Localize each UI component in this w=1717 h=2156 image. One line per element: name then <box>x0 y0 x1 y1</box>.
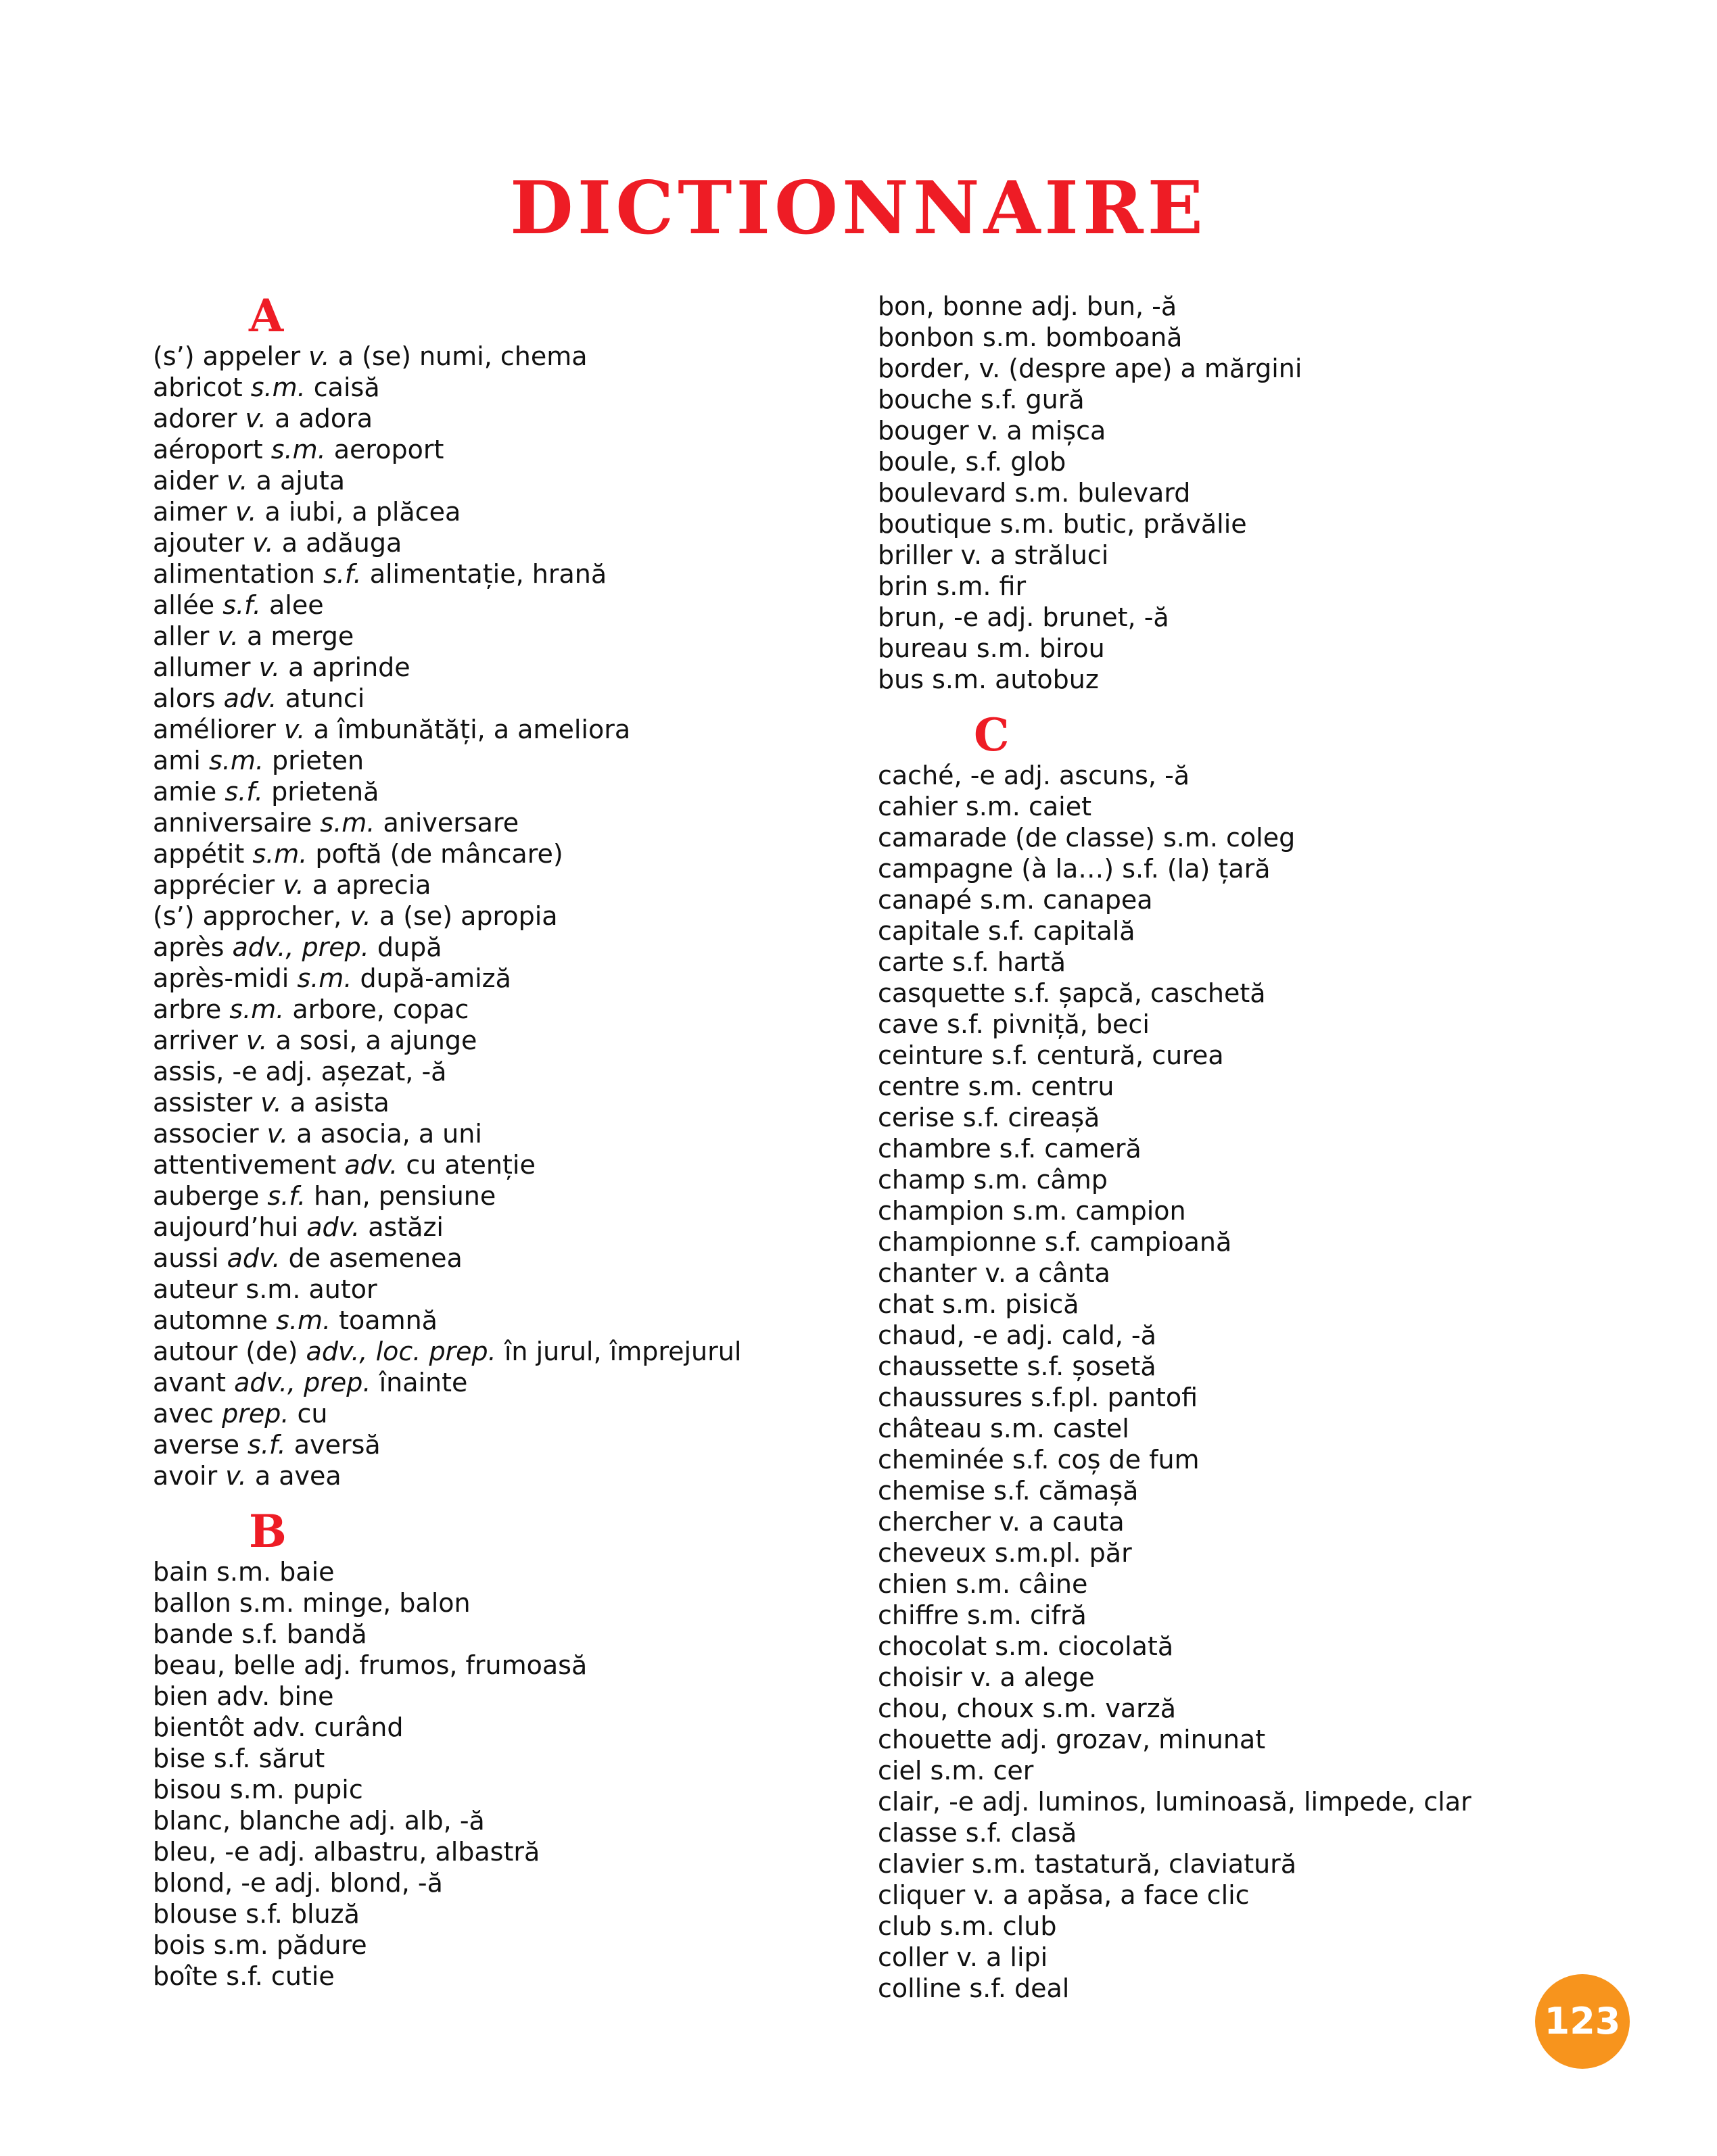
entry-text: aussi <box>153 1243 227 1273</box>
entry-text: arbre <box>153 995 230 1024</box>
dictionary-entry <box>153 745 856 776</box>
entry-text: alee <box>260 590 324 620</box>
dictionary-entry <box>878 508 1554 540</box>
entry-text: aniversare <box>375 808 519 838</box>
dictionary-entry <box>153 1681 856 1712</box>
entry-grammar: v. <box>235 497 257 527</box>
entry-text: bisou s.m. pupic <box>153 1775 363 1804</box>
dictionary-entry <box>153 558 856 590</box>
entry-text: boîte s.f. cutie <box>153 1961 335 1991</box>
entry-grammar: adv. <box>223 684 277 713</box>
dictionary-entry <box>153 901 856 932</box>
entry-text: carte s.f. hartă <box>878 947 1066 977</box>
dictionary-entry <box>153 1898 856 1930</box>
dictionary-entry <box>153 652 856 683</box>
entry-text: bien adv. bine <box>153 1681 334 1711</box>
dictionary-entry <box>153 1367 856 1398</box>
entry-text: cheminée s.f. coș de fum <box>878 1445 1200 1475</box>
entry-text: clavier s.m. tastatură, claviatură <box>878 1849 1297 1879</box>
entry-text: bleu, -e adj. albastru, albastră <box>153 1837 540 1867</box>
dictionary-entry <box>878 791 1554 822</box>
dictionary-entry <box>878 1817 1554 1848</box>
entry-text: a aprinde <box>280 652 410 682</box>
entry-text: bande s.f. bandă <box>153 1619 367 1649</box>
dictionary-entry <box>153 1805 856 1836</box>
dictionary-entry <box>878 571 1554 602</box>
entry-grammar: v. <box>225 1461 247 1491</box>
dictionary-entry <box>878 1724 1554 1755</box>
entry-text: a (se) numi, chema <box>329 341 588 371</box>
dictionary-entry <box>153 1774 856 1805</box>
entry-text: attentivement <box>153 1150 345 1180</box>
entry-text: avoir <box>153 1461 226 1491</box>
entry-grammar: v. <box>308 341 330 371</box>
entry-grammar: v. <box>258 652 281 682</box>
entry-text: a asista <box>281 1088 390 1118</box>
entry-text: championne s.f. campioană <box>878 1227 1232 1257</box>
dictionary-entry <box>153 1212 856 1243</box>
entry-grammar: v. <box>283 870 304 900</box>
dictionary-entry <box>153 527 856 558</box>
dictionary-entry <box>878 1693 1554 1724</box>
entry-text: blond, -e adj. blond, -ă <box>153 1868 443 1898</box>
entry-text: assister <box>153 1088 261 1118</box>
entry-grammar: s.m. <box>229 995 285 1024</box>
dictionary-entry <box>878 353 1554 384</box>
dictionary-entry <box>153 496 856 527</box>
dictionary-entry <box>153 1025 856 1056</box>
entry-text: ami <box>153 746 209 775</box>
entry-text: a adora <box>266 404 373 433</box>
dictionary-entry <box>878 1102 1554 1133</box>
dictionary-entry <box>153 1274 856 1305</box>
entry-text: blouse s.f. bluză <box>153 1899 360 1929</box>
dictionary-entry <box>153 932 856 963</box>
entry-text: arbore, copac <box>284 995 469 1024</box>
entry-text: atunci <box>277 684 365 713</box>
dictionary-entry <box>878 1911 1554 1942</box>
entry-text: capitale s.f. capitală <box>878 916 1135 946</box>
entry-text: (s’) appeler <box>153 341 309 371</box>
entry-text: ciel s.m. cer <box>878 1756 1034 1786</box>
entry-text: caché, -e adj. ascuns, -ă <box>878 761 1190 790</box>
dictionary-entry <box>878 1040 1554 1071</box>
entry-text: club s.m. club <box>878 1911 1057 1941</box>
dictionary-entry <box>153 714 856 745</box>
entry-grammar: s.m. <box>252 839 308 869</box>
entry-text: canapé s.m. canapea <box>878 885 1153 915</box>
dictionary-entry <box>878 1413 1554 1444</box>
entry-grammar: prep. <box>222 1399 289 1429</box>
entry-text: bonbon s.m. bomboană <box>878 322 1183 352</box>
dictionary-entry <box>878 1009 1554 1040</box>
dictionary-entry <box>153 1149 856 1180</box>
dictionary-entry <box>878 1351 1554 1382</box>
dictionary-entry <box>153 1930 856 1961</box>
section-letter-a: A <box>249 289 284 342</box>
entry-text: blanc, blanche adj. alb, -ă <box>153 1806 485 1836</box>
dictionary-entry <box>153 1867 856 1898</box>
entry-text: allumer <box>153 652 259 682</box>
entry-text: caisă <box>305 373 380 402</box>
entry-text: chou, choux s.m. varză <box>878 1694 1177 1723</box>
entry-text: choisir v. a alege <box>878 1662 1095 1692</box>
entry-text: château s.m. castel <box>878 1414 1129 1443</box>
entry-text: cahier s.m. caiet <box>878 792 1091 821</box>
dictionary-entry <box>153 341 856 372</box>
entry-text: casquette s.f. șapcă, caschetă <box>878 978 1266 1008</box>
entry-text: centre s.m. centru <box>878 1072 1114 1101</box>
dictionary-entry <box>878 1662 1554 1693</box>
entry-text: averse <box>153 1430 248 1460</box>
dictionary-entry <box>153 1961 856 1992</box>
entry-text: bon, bonne adj. bun, -ă <box>878 291 1177 321</box>
dictionary-entry <box>153 1180 856 1212</box>
dictionary-entry <box>878 1320 1554 1351</box>
entry-grammar: adv., loc. prep. <box>306 1337 496 1366</box>
page-number-badge: 123 <box>1535 1974 1630 2069</box>
dictionary-entry <box>878 664 1554 695</box>
entry-text: alors <box>153 684 224 713</box>
entry-text: amie <box>153 777 225 807</box>
entry-text: champion s.m. campion <box>878 1196 1186 1226</box>
dictionary-entry <box>878 540 1554 571</box>
entry-grammar: v. <box>245 404 266 433</box>
dictionary-entry <box>153 1118 856 1149</box>
entry-text: aller <box>153 621 218 651</box>
entry-text: alimentation <box>153 559 323 589</box>
entry-text: cave s.f. pivniță, beci <box>878 1009 1150 1039</box>
entry-text: chanter v. a cânta <box>878 1258 1110 1288</box>
entry-text: aujourd’hui <box>153 1212 307 1242</box>
entry-text: bain s.m. baie <box>153 1557 335 1587</box>
entry-grammar: v. <box>246 1026 268 1055</box>
entry-text: avant <box>153 1368 235 1397</box>
dictionary-entry <box>878 1879 1554 1911</box>
dictionary-entry <box>878 415 1554 446</box>
entry-grammar: s.f. <box>267 1181 306 1211</box>
dictionary-entry <box>878 1848 1554 1879</box>
entry-text: automne <box>153 1305 277 1335</box>
dictionary-entry <box>878 1786 1554 1817</box>
dictionary-entry <box>153 1056 856 1087</box>
entry-text: după <box>369 932 442 962</box>
entry-text: chouette adj. grozav, minunat <box>878 1725 1266 1754</box>
dictionary-entry <box>878 853 1554 884</box>
dictionary-entry <box>878 477 1554 508</box>
dictionary-entry <box>153 1087 856 1118</box>
dictionary-entry <box>878 602 1554 633</box>
dictionary-entry <box>153 465 856 496</box>
entry-text: chien s.m. câine <box>878 1569 1088 1599</box>
dictionary-entry <box>878 760 1554 791</box>
page-title: DICTIONNAIRE <box>510 166 1207 251</box>
entry-text: bureau s.m. birou <box>878 633 1105 663</box>
dictionary-entry <box>878 1942 1554 1973</box>
entry-text: auberge <box>153 1181 268 1211</box>
entry-text: brun, -e adj. brunet, -ă <box>878 602 1169 632</box>
entry-text: a aprecia <box>304 870 431 900</box>
dictionary-entry <box>153 869 856 901</box>
entry-text: bise s.f. sărut <box>153 1744 325 1773</box>
entry-text: toamnă <box>331 1305 438 1335</box>
entry-text: ballon s.m. minge, balon <box>153 1588 471 1618</box>
entry-grammar: s.f. <box>323 559 362 589</box>
entry-text: chercher v. a cauta <box>878 1507 1125 1537</box>
entry-grammar: v. <box>227 466 248 496</box>
dictionary-entry <box>153 776 856 807</box>
entry-text: bouger v. a mișca <box>878 416 1106 446</box>
entry-text: prieten <box>263 746 364 775</box>
dictionary-entry <box>153 590 856 621</box>
entry-text: a adăuga <box>273 528 402 558</box>
entry-grammar: adv. <box>344 1150 398 1180</box>
entry-text: după-amiză <box>352 963 511 993</box>
entry-text: allée <box>153 590 223 620</box>
entry-text: boulevard s.m. bulevard <box>878 478 1191 508</box>
entry-text: après-midi <box>153 963 298 993</box>
entry-text: poftă (de mâncare) <box>307 839 563 869</box>
entry-text: cu atenție <box>398 1150 536 1180</box>
dictionary-entry <box>878 1755 1554 1786</box>
section-letter-c: C <box>974 709 1010 761</box>
dictionary-entry <box>153 1429 856 1460</box>
dictionary-entry <box>878 291 1554 322</box>
dictionary-entry <box>878 1164 1554 1195</box>
entry-text: chat s.m. pisică <box>878 1289 1079 1319</box>
dictionary-entry <box>878 1506 1554 1537</box>
entry-text: champ s.m. câmp <box>878 1165 1108 1195</box>
entry-text: assis, -e adj. așezat, -ă <box>153 1057 447 1086</box>
entry-text: a îmbunătăți, a ameliora <box>305 715 631 744</box>
entry-text: înainte <box>371 1368 468 1397</box>
dictionary-entry <box>878 1537 1554 1568</box>
entry-grammar: adv., prep. <box>232 932 369 962</box>
entry-text: apprécier <box>153 870 283 900</box>
entry-text: camarade (de classe) s.m. coleg <box>878 823 1296 853</box>
entry-text: alimentație, hrană <box>361 559 607 589</box>
dictionary-entry <box>153 994 856 1025</box>
entry-text: border, v. (despre ape) a mărgini <box>878 354 1302 383</box>
entry-text: beau, belle adj. frumos, frumoasă <box>153 1650 588 1680</box>
entry-text: chemise s.f. cămașă <box>878 1476 1139 1506</box>
entry-text: abricot <box>153 373 251 402</box>
section-gap <box>153 1491 856 1506</box>
section-letter-b: B <box>249 1505 287 1558</box>
entry-text: a iubi, a plăcea <box>256 497 461 527</box>
entry-text: în jurul, împrejurul <box>496 1337 742 1366</box>
entry-grammar: s.m. <box>320 808 375 838</box>
dictionary-entry <box>153 1712 856 1743</box>
dictionary-entry <box>153 1619 856 1650</box>
entry-text: clair, -e adj. luminos, luminoasă, limpede, clar <box>878 1787 1472 1817</box>
entry-text: bois s.m. pădure <box>153 1930 367 1960</box>
entry-grammar: s.m. <box>276 1305 331 1335</box>
entry-text: boutique s.m. butic, prăvălie <box>878 509 1247 539</box>
entry-text: améliorer <box>153 715 284 744</box>
entry-text: cu <box>289 1399 328 1429</box>
entry-grammar: v. <box>283 715 306 744</box>
dictionary-entry <box>878 1133 1554 1164</box>
dictionary-entry <box>878 1973 1554 2004</box>
dictionary-entry <box>153 1243 856 1274</box>
entry-text: chiffre s.m. cifră <box>878 1600 1087 1630</box>
dictionary-entry <box>153 683 856 714</box>
entry-text: a sosi, a ajunge <box>267 1026 477 1055</box>
dictionary-entry <box>153 1836 856 1867</box>
dictionary-entry <box>878 1289 1554 1320</box>
entry-grammar: s.m. <box>250 373 306 402</box>
entry-text: (s’) approcher, <box>153 901 350 931</box>
entry-text: brin s.m. fir <box>878 571 1027 601</box>
dictionary-entry <box>153 1336 856 1367</box>
dictionary-entry <box>878 1382 1554 1413</box>
dictionary-entry <box>878 915 1554 947</box>
entry-text: appétit <box>153 839 253 869</box>
dictionary-entry <box>153 621 856 652</box>
entry-text: a merge <box>238 621 354 651</box>
entry-text: a (se) apropia <box>371 901 558 931</box>
entry-grammar: v. <box>350 901 371 931</box>
entry-text: ajouter <box>153 528 253 558</box>
dictionary-entry <box>878 978 1554 1009</box>
entry-grammar: v. <box>260 1088 282 1118</box>
entry-text: a ajuta <box>248 466 346 496</box>
entry-text: astăzi <box>360 1212 444 1242</box>
dictionary-entry <box>153 807 856 838</box>
entry-text: chaud, -e adj. cald, -ă <box>878 1320 1156 1350</box>
entry-grammar: adv. <box>227 1243 281 1273</box>
entry-grammar: v. <box>217 621 239 651</box>
entry-text: aimer <box>153 497 235 527</box>
entry-text: campagne (à la…) s.f. (la) țară <box>878 854 1271 884</box>
entry-grammar: s.m. <box>297 963 352 993</box>
dictionary-entry <box>878 1568 1554 1600</box>
dictionary-entry <box>878 1444 1554 1475</box>
entry-grammar: adv., prep. <box>234 1368 371 1397</box>
entry-text: chocolat s.m. ciocolată <box>878 1631 1174 1661</box>
dictionary-entry <box>153 403 856 434</box>
dictionary-entry <box>878 1071 1554 1102</box>
entry-text: han, pensiune <box>306 1181 496 1211</box>
entry-text: cheveux s.m.pl. păr <box>878 1538 1132 1568</box>
entry-grammar: s.f. <box>248 1430 286 1460</box>
dictionary-entry <box>153 1556 856 1587</box>
entry-text: autour (de) <box>153 1337 306 1366</box>
entry-text: classe s.f. clasă <box>878 1818 1077 1848</box>
entry-grammar: s.m. <box>208 746 264 775</box>
entry-text: coller v. a lipi <box>878 1942 1048 1972</box>
entry-text: auteur s.m. autor <box>153 1274 377 1304</box>
entry-text: après <box>153 932 233 962</box>
entry-text: anniversaire <box>153 808 321 838</box>
entry-grammar: s.m. <box>271 435 326 464</box>
entry-grammar: s.f. <box>225 777 263 807</box>
dictionary-entry <box>153 1743 856 1774</box>
entry-text: boule, s.f. glob <box>878 447 1066 477</box>
dictionary-entry <box>153 372 856 403</box>
entry-text: bientôt adv. curând <box>153 1712 404 1742</box>
dictionary-entry <box>878 1600 1554 1631</box>
dictionary-entry <box>878 884 1554 915</box>
dictionary-entry <box>153 1587 856 1619</box>
dictionary-entry <box>153 1398 856 1429</box>
dictionary-entry <box>153 838 856 869</box>
dictionary-entry <box>878 1631 1554 1662</box>
entry-text: chaussette s.f. șosetă <box>878 1351 1156 1381</box>
entry-text: ceinture s.f. centură, curea <box>878 1040 1224 1070</box>
dictionary-column-left <box>153 291 856 1992</box>
section-gap <box>878 695 1554 710</box>
entry-text: arriver <box>153 1026 246 1055</box>
entry-text: cerise s.f. cireașă <box>878 1103 1100 1132</box>
entry-grammar: s.f. <box>222 590 261 620</box>
dictionary-entry <box>153 1305 856 1336</box>
entry-text: bus s.m. autobuz <box>878 665 1099 694</box>
dictionary-entry <box>878 1195 1554 1226</box>
entry-grammar: adv. <box>306 1212 360 1242</box>
entry-grammar: v. <box>266 1119 289 1149</box>
dictionary-entry <box>878 1475 1554 1506</box>
entry-text: associer <box>153 1119 267 1149</box>
entry-text: prietenă <box>263 777 379 807</box>
dictionary-entry <box>878 322 1554 353</box>
dictionary-entry <box>153 963 856 994</box>
entry-text: de asemenea <box>280 1243 463 1273</box>
dictionary-entry <box>878 446 1554 477</box>
dictionary-entry <box>153 1460 856 1491</box>
entry-text: a asocia, a uni <box>288 1119 482 1149</box>
entry-text: colline s.f. deal <box>878 1973 1070 2003</box>
entry-text: cliquer v. a apăsa, a face clic <box>878 1880 1250 1910</box>
entry-text: aider <box>153 466 227 496</box>
entry-text: aéroport <box>153 435 271 464</box>
dictionary-column-right <box>878 291 1554 2004</box>
dictionary-entry <box>153 1650 856 1681</box>
dictionary-entry <box>878 384 1554 415</box>
entry-grammar: v. <box>252 528 274 558</box>
entry-text: briller v. a străluci <box>878 540 1109 570</box>
entry-text: chambre s.f. cameră <box>878 1134 1142 1164</box>
dictionary-entry <box>878 633 1554 664</box>
entry-text: avec <box>153 1399 222 1429</box>
entry-text: aeroport <box>325 435 444 464</box>
entry-text: chaussures s.f.pl. pantofi <box>878 1383 1198 1412</box>
entry-text: a avea <box>246 1461 342 1491</box>
dictionary-entry <box>878 1226 1554 1257</box>
dictionary-entry <box>153 434 856 465</box>
dictionary-entry <box>878 822 1554 853</box>
entry-text: bouche s.f. gură <box>878 385 1085 414</box>
entry-text: aversă <box>285 1430 381 1460</box>
dictionary-entry <box>878 1257 1554 1289</box>
entry-text: adorer <box>153 404 245 433</box>
dictionary-entry <box>878 947 1554 978</box>
